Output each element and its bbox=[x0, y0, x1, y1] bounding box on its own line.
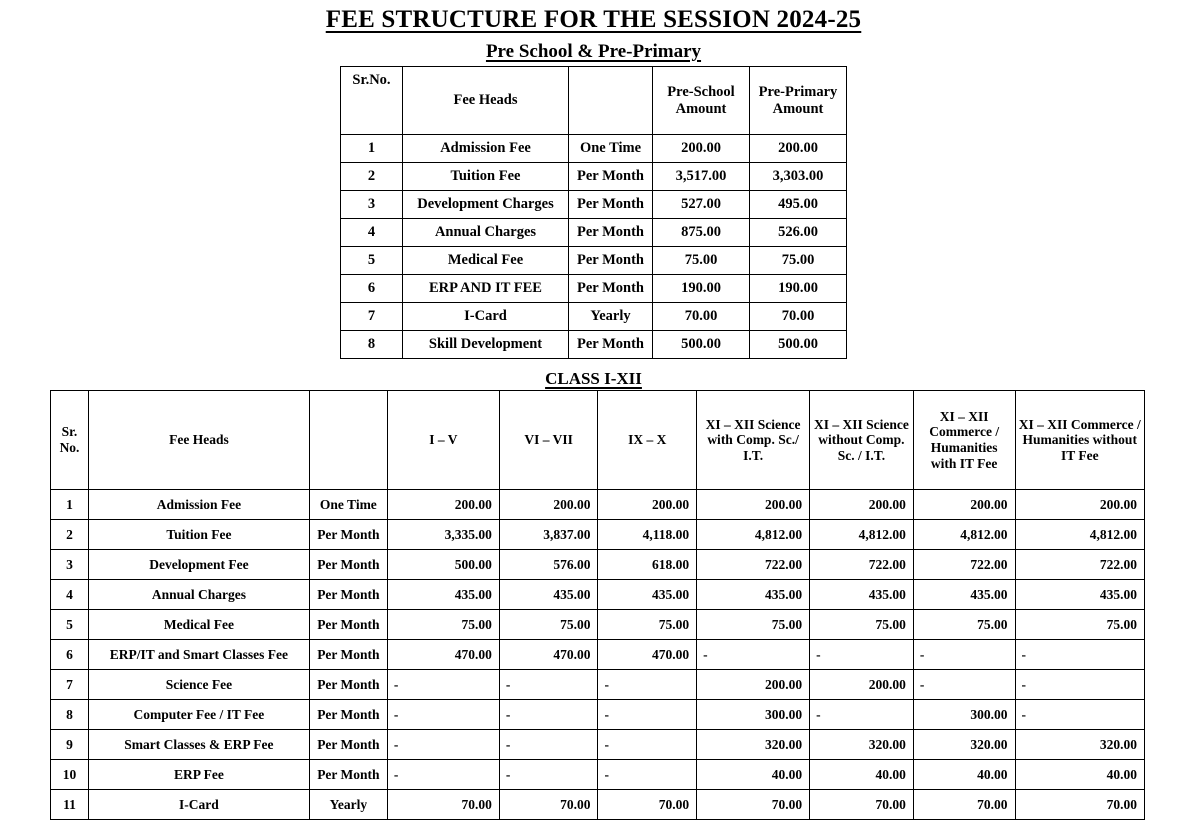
cell-amount-i-v: 200.00 bbox=[387, 490, 499, 520]
header-pre-school-line2: Amount bbox=[675, 100, 727, 117]
cell-fee-head: ERP Fee bbox=[89, 760, 310, 790]
cell-amount-i-v: - bbox=[387, 760, 499, 790]
cell-amount-i-v: 75.00 bbox=[387, 610, 499, 640]
cell-amount-science-with-it: 4,812.00 bbox=[697, 520, 810, 550]
cell-amount-commerce-with-it: 300.00 bbox=[913, 700, 1015, 730]
cell-frequency: One Time bbox=[309, 490, 387, 520]
table-row bbox=[341, 275, 847, 303]
cell-amount-commerce-with-it: - bbox=[913, 640, 1015, 670]
table-row bbox=[51, 790, 1145, 820]
cell-pre-primary-amount: 70.00 bbox=[750, 303, 847, 331]
cell-amount-i-v: - bbox=[387, 730, 499, 760]
cell-sr-no: 6 bbox=[51, 640, 89, 670]
class-header-row bbox=[51, 391, 1145, 490]
header-class-vi-vii: VI – VII bbox=[499, 391, 598, 490]
cell-amount-science-with-it: 200.00 bbox=[697, 490, 810, 520]
cell-amount-vi-vii: - bbox=[499, 730, 598, 760]
table-row bbox=[341, 331, 847, 359]
cell-fee-head: Medical Fee bbox=[403, 247, 569, 275]
table-row bbox=[51, 700, 1145, 730]
cell-amount-ix-x: 70.00 bbox=[598, 790, 697, 820]
header-sr-line1: Sr. bbox=[61, 424, 78, 440]
cell-amount-science-with-it: 435.00 bbox=[697, 580, 810, 610]
header-pre-primary-line2: Amount bbox=[772, 100, 824, 117]
cell-amount-commerce-with-it: 40.00 bbox=[913, 760, 1015, 790]
cell-frequency: Per Month bbox=[569, 247, 653, 275]
pre-school-header-row bbox=[341, 67, 847, 135]
cell-amount-commerce-without-it: 70.00 bbox=[1015, 790, 1145, 820]
table-row bbox=[51, 670, 1145, 700]
cell-amount-science-without-it: - bbox=[810, 700, 914, 730]
cell-amount-science-without-it: 722.00 bbox=[810, 550, 914, 580]
cell-amount-vi-vii: 200.00 bbox=[499, 490, 598, 520]
cell-amount-science-without-it: 4,812.00 bbox=[810, 520, 914, 550]
cell-amount-commerce-without-it: 4,812.00 bbox=[1015, 520, 1145, 550]
cell-fee-head: Tuition Fee bbox=[403, 163, 569, 191]
header-commerce-without-it: XI – XII Commerce / Humanities without IT Fee bbox=[1015, 391, 1145, 490]
cell-fee-head: ERP AND IT FEE bbox=[403, 275, 569, 303]
cell-fee-head: Skill Development bbox=[403, 331, 569, 359]
cell-amount-science-without-it: 75.00 bbox=[810, 610, 914, 640]
table-row bbox=[341, 219, 847, 247]
header-frequency-blank bbox=[309, 391, 387, 490]
page-title bbox=[0, 6, 1187, 34]
cell-amount-commerce-without-it: 320.00 bbox=[1015, 730, 1145, 760]
cell-amount-ix-x: 435.00 bbox=[598, 580, 697, 610]
cell-amount-vi-vii: - bbox=[499, 700, 598, 730]
cell-amount-science-without-it: 320.00 bbox=[810, 730, 914, 760]
cell-sr-no: 9 bbox=[51, 730, 89, 760]
cell-sr-no: 2 bbox=[51, 520, 89, 550]
cell-amount-i-v: - bbox=[387, 700, 499, 730]
cell-sr-no: 7 bbox=[341, 303, 403, 331]
cell-amount-science-with-it: 70.00 bbox=[697, 790, 810, 820]
cell-pre-primary-amount: 526.00 bbox=[750, 219, 847, 247]
cell-amount-science-without-it: - bbox=[810, 640, 914, 670]
cell-amount-commerce-with-it: 200.00 bbox=[913, 490, 1015, 520]
cell-amount-commerce-without-it: - bbox=[1015, 640, 1145, 670]
cell-pre-school-amount: 3,517.00 bbox=[653, 163, 750, 191]
table-row bbox=[341, 135, 847, 163]
cell-sr-no: 7 bbox=[51, 670, 89, 700]
cell-amount-ix-x: 470.00 bbox=[598, 640, 697, 670]
cell-amount-vi-vii: 470.00 bbox=[499, 640, 598, 670]
cell-fee-head: I-Card bbox=[89, 790, 310, 820]
header-pre-primary-line1: Pre-Primary bbox=[758, 83, 838, 100]
table-row bbox=[341, 163, 847, 191]
cell-amount-ix-x: 618.00 bbox=[598, 550, 697, 580]
pre-school-table-wrapper bbox=[0, 66, 1187, 359]
header-pre-primary-amount bbox=[750, 67, 847, 135]
header-sr-line2: No. bbox=[59, 440, 80, 455]
header-fee-heads: Fee Heads bbox=[403, 67, 569, 135]
cell-frequency: Per Month bbox=[309, 550, 387, 580]
header-class-ix-x: IX – X bbox=[598, 391, 697, 490]
cell-fee-head: Annual Charges bbox=[403, 219, 569, 247]
cell-pre-school-amount: 190.00 bbox=[653, 275, 750, 303]
cell-amount-vi-vii: 576.00 bbox=[499, 550, 598, 580]
cell-fee-head: Admission Fee bbox=[403, 135, 569, 163]
header-science-with-it: XI – XII Science with Comp. Sc./ I.T. bbox=[697, 391, 810, 490]
cell-pre-school-amount: 875.00 bbox=[653, 219, 750, 247]
cell-pre-primary-amount: 500.00 bbox=[750, 331, 847, 359]
cell-amount-vi-vii: - bbox=[499, 670, 598, 700]
cell-frequency: Per Month bbox=[309, 730, 387, 760]
cell-frequency: Yearly bbox=[569, 303, 653, 331]
cell-amount-commerce-with-it: 722.00 bbox=[913, 550, 1015, 580]
cell-amount-vi-vii: 435.00 bbox=[499, 580, 598, 610]
cell-amount-commerce-with-it: 75.00 bbox=[913, 610, 1015, 640]
cell-fee-head: Tuition Fee bbox=[89, 520, 310, 550]
cell-sr-no: 8 bbox=[51, 700, 89, 730]
cell-amount-vi-vii: 75.00 bbox=[499, 610, 598, 640]
pre-school-section-title bbox=[0, 41, 1187, 63]
cell-amount-i-v: 70.00 bbox=[387, 790, 499, 820]
cell-pre-school-amount: 500.00 bbox=[653, 331, 750, 359]
class-section-title-text: CLASS I-XII bbox=[545, 369, 642, 388]
cell-amount-commerce-without-it: 435.00 bbox=[1015, 580, 1145, 610]
table-row bbox=[51, 580, 1145, 610]
cell-frequency: Yearly bbox=[309, 790, 387, 820]
cell-sr-no: 1 bbox=[51, 490, 89, 520]
cell-amount-commerce-without-it: 722.00 bbox=[1015, 550, 1145, 580]
table-row bbox=[51, 760, 1145, 790]
cell-fee-head: Annual Charges bbox=[89, 580, 310, 610]
cell-amount-science-with-it: - bbox=[697, 640, 810, 670]
cell-amount-science-without-it: 200.00 bbox=[810, 490, 914, 520]
cell-amount-i-v: 435.00 bbox=[387, 580, 499, 610]
cell-sr-no: 8 bbox=[341, 331, 403, 359]
cell-frequency: Per Month bbox=[309, 640, 387, 670]
cell-sr-no: 2 bbox=[341, 163, 403, 191]
cell-fee-head: Computer Fee / IT Fee bbox=[89, 700, 310, 730]
cell-fee-head: Medical Fee bbox=[89, 610, 310, 640]
cell-frequency: Per Month bbox=[569, 191, 653, 219]
cell-amount-ix-x: 200.00 bbox=[598, 490, 697, 520]
header-pre-school-line1: Pre-School bbox=[667, 83, 735, 100]
cell-amount-vi-vii: - bbox=[499, 760, 598, 790]
pre-school-table-head bbox=[341, 67, 847, 135]
cell-sr-no: 5 bbox=[341, 247, 403, 275]
header-fee-heads: Fee Heads bbox=[89, 391, 310, 490]
cell-frequency: Per Month bbox=[569, 219, 653, 247]
cell-fee-head: Science Fee bbox=[89, 670, 310, 700]
cell-amount-ix-x: 75.00 bbox=[598, 610, 697, 640]
cell-amount-commerce-with-it: 70.00 bbox=[913, 790, 1015, 820]
cell-frequency: One Time bbox=[569, 135, 653, 163]
cell-amount-science-with-it: 722.00 bbox=[697, 550, 810, 580]
cell-amount-i-v: 500.00 bbox=[387, 550, 499, 580]
cell-amount-science-without-it: 200.00 bbox=[810, 670, 914, 700]
cell-sr-no: 6 bbox=[341, 275, 403, 303]
cell-fee-head: Development Charges bbox=[403, 191, 569, 219]
pre-school-table-body bbox=[341, 135, 847, 359]
cell-amount-commerce-with-it: 320.00 bbox=[913, 730, 1015, 760]
cell-amount-vi-vii: 70.00 bbox=[499, 790, 598, 820]
cell-frequency: Per Month bbox=[309, 700, 387, 730]
table-row bbox=[51, 550, 1145, 580]
cell-amount-science-without-it: 40.00 bbox=[810, 760, 914, 790]
table-row bbox=[51, 520, 1145, 550]
cell-amount-science-with-it: 200.00 bbox=[697, 670, 810, 700]
table-row bbox=[51, 490, 1145, 520]
cell-amount-ix-x: - bbox=[598, 700, 697, 730]
pre-school-fee-table bbox=[340, 66, 847, 359]
cell-amount-commerce-without-it: 200.00 bbox=[1015, 490, 1145, 520]
cell-amount-commerce-with-it: - bbox=[913, 670, 1015, 700]
cell-sr-no: 4 bbox=[341, 219, 403, 247]
header-sr-no bbox=[51, 391, 89, 490]
header-frequency-blank bbox=[569, 67, 653, 135]
cell-frequency: Per Month bbox=[309, 610, 387, 640]
cell-sr-no: 10 bbox=[51, 760, 89, 790]
cell-pre-primary-amount: 190.00 bbox=[750, 275, 847, 303]
header-class-i-v: I – V bbox=[387, 391, 499, 490]
cell-pre-school-amount: 70.00 bbox=[653, 303, 750, 331]
table-row bbox=[51, 610, 1145, 640]
cell-amount-i-v: - bbox=[387, 670, 499, 700]
pre-school-section-title-text: Pre School & Pre-Primary bbox=[485, 41, 702, 62]
cell-pre-primary-amount: 200.00 bbox=[750, 135, 847, 163]
cell-amount-commerce-with-it: 435.00 bbox=[913, 580, 1015, 610]
cell-amount-commerce-without-it: 75.00 bbox=[1015, 610, 1145, 640]
cell-fee-head: ERP/IT and Smart Classes Fee bbox=[89, 640, 310, 670]
cell-sr-no: 1 bbox=[341, 135, 403, 163]
cell-frequency: Per Month bbox=[569, 331, 653, 359]
cell-amount-commerce-without-it: 40.00 bbox=[1015, 760, 1145, 790]
cell-frequency: Per Month bbox=[309, 760, 387, 790]
cell-frequency: Per Month bbox=[569, 275, 653, 303]
header-sr-no: Sr.No. bbox=[341, 67, 403, 135]
class-fee-table bbox=[50, 390, 1145, 820]
fee-structure-document bbox=[0, 6, 1187, 840]
page-title-text: FEE STRUCTURE FOR THE SESSION 2024-25 bbox=[325, 6, 862, 33]
table-row bbox=[341, 303, 847, 331]
cell-amount-ix-x: - bbox=[598, 730, 697, 760]
cell-sr-no: 4 bbox=[51, 580, 89, 610]
cell-frequency: Per Month bbox=[569, 163, 653, 191]
header-pre-school-amount bbox=[653, 67, 750, 135]
cell-sr-no: 3 bbox=[51, 550, 89, 580]
cell-sr-no: 11 bbox=[51, 790, 89, 820]
class-table-body bbox=[51, 490, 1145, 820]
cell-fee-head: Admission Fee bbox=[89, 490, 310, 520]
table-row bbox=[51, 730, 1145, 760]
cell-amount-commerce-without-it: - bbox=[1015, 700, 1145, 730]
cell-sr-no: 5 bbox=[51, 610, 89, 640]
table-row bbox=[51, 640, 1145, 670]
cell-amount-science-with-it: 300.00 bbox=[697, 700, 810, 730]
cell-frequency: Per Month bbox=[309, 670, 387, 700]
cell-amount-i-v: 3,335.00 bbox=[387, 520, 499, 550]
cell-amount-science-with-it: 320.00 bbox=[697, 730, 810, 760]
cell-pre-school-amount: 200.00 bbox=[653, 135, 750, 163]
cell-pre-primary-amount: 75.00 bbox=[750, 247, 847, 275]
cell-amount-i-v: 470.00 bbox=[387, 640, 499, 670]
cell-pre-primary-amount: 495.00 bbox=[750, 191, 847, 219]
class-table-wrapper bbox=[0, 390, 1187, 820]
class-section-title bbox=[0, 369, 1187, 389]
cell-amount-science-with-it: 75.00 bbox=[697, 610, 810, 640]
table-row bbox=[341, 191, 847, 219]
cell-amount-vi-vii: 3,837.00 bbox=[499, 520, 598, 550]
cell-pre-school-amount: 527.00 bbox=[653, 191, 750, 219]
cell-pre-school-amount: 75.00 bbox=[653, 247, 750, 275]
cell-fee-head: I-Card bbox=[403, 303, 569, 331]
cell-amount-ix-x: - bbox=[598, 760, 697, 790]
header-commerce-with-it: XI – XII Commerce / Humanities with IT Fee bbox=[913, 391, 1015, 490]
cell-amount-commerce-without-it: - bbox=[1015, 670, 1145, 700]
cell-amount-science-without-it: 435.00 bbox=[810, 580, 914, 610]
cell-sr-no: 3 bbox=[341, 191, 403, 219]
cell-amount-science-with-it: 40.00 bbox=[697, 760, 810, 790]
cell-frequency: Per Month bbox=[309, 580, 387, 610]
header-science-without-it: XI – XII Science without Comp. Sc. / I.T. bbox=[810, 391, 914, 490]
cell-amount-ix-x: 4,118.00 bbox=[598, 520, 697, 550]
cell-amount-ix-x: - bbox=[598, 670, 697, 700]
cell-frequency: Per Month bbox=[309, 520, 387, 550]
cell-fee-head: Development Fee bbox=[89, 550, 310, 580]
cell-amount-commerce-with-it: 4,812.00 bbox=[913, 520, 1015, 550]
table-row bbox=[341, 247, 847, 275]
cell-fee-head: Smart Classes & ERP Fee bbox=[89, 730, 310, 760]
cell-amount-science-without-it: 70.00 bbox=[810, 790, 914, 820]
cell-pre-primary-amount: 3,303.00 bbox=[750, 163, 847, 191]
class-table-head bbox=[51, 391, 1145, 490]
